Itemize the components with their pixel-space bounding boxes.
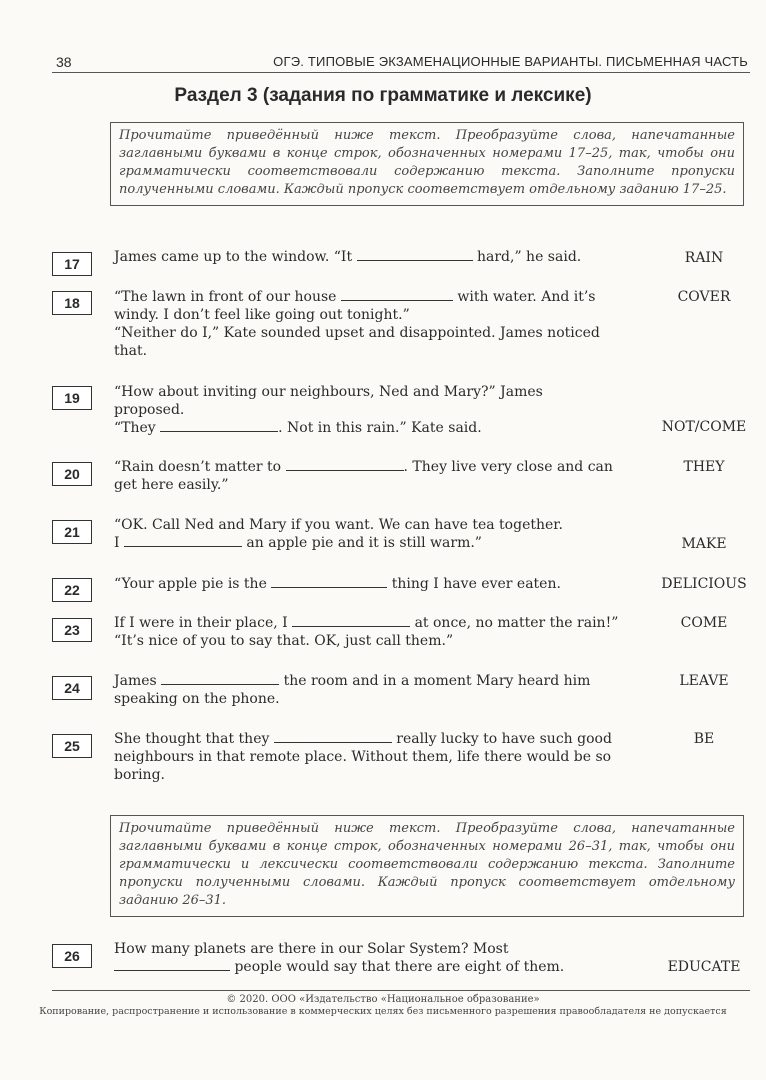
task-text: [114, 672, 614, 708]
task-number: 22: [52, 578, 92, 602]
task-number: 26: [52, 944, 92, 968]
task-text-part: I: [114, 535, 124, 551]
copyright-notice: Копирование, распространение и использование в коммерческих целях без письменного разрешения правообладателя не допускается: [39, 1006, 727, 1017]
answer-blank[interactable]: [124, 534, 242, 547]
task-number: 18: [52, 291, 92, 315]
answer-blank[interactable]: [274, 730, 392, 743]
task-text-part: with water. And it’s: [452, 289, 596, 305]
instruction-box-26-31: Прочитайте приведённый ниже текст. Преобразуйте слова, напечатанные заглавными буквами в конце строк, обозначенных номерами 26–31, так, чтобы они грамматически и лексически соответствовали содержанию текста. Заполните пропуски полученными словами. Каждый пропуск соответствует отдельному заданию 26–31.: [110, 815, 744, 917]
task-number: 25: [52, 734, 92, 758]
task-text-part: really lucky to have such good: [391, 731, 612, 747]
task-text-part: James came up to the window. “It: [114, 249, 357, 265]
task-text-part: “Rain doesn’t matter to: [114, 459, 286, 475]
task-text-line: get here easily.”: [114, 477, 229, 493]
task-text-part: “Your apple pie is the: [114, 576, 272, 592]
task-number: 17: [52, 252, 92, 276]
task-text-part: . Not in this rain.” Kate said.: [278, 420, 482, 436]
task-text-part: thing I have ever eaten.: [387, 576, 561, 592]
task-text-line: proposed.: [114, 402, 185, 418]
answer-blank[interactable]: [286, 458, 404, 471]
task-text-line: speaking on the phone.: [114, 691, 280, 707]
task-text: [114, 575, 614, 593]
task-text: [114, 288, 614, 360]
task-text-line: neighbours in that remote place. Without them, life there would be so: [114, 749, 612, 765]
answer-blank[interactable]: [292, 614, 410, 627]
page-number: 38: [56, 54, 72, 70]
task-text-line: “How about inviting our neighbours, Ned and Mary?” James: [114, 384, 543, 400]
answer-blank[interactable]: [114, 958, 230, 971]
base-word: COVER: [677, 289, 731, 305]
base-word: LEAVE: [679, 673, 729, 689]
section-title: Раздел 3 (задания по грамматике и лексике): [174, 85, 592, 106]
base-word: BE: [693, 731, 715, 747]
task-text-part: an apple pie and it is still warm.”: [241, 535, 482, 551]
base-word: NOT/COME: [661, 419, 747, 435]
base-word: MAKE: [681, 536, 727, 552]
base-word: THEY: [683, 459, 725, 475]
base-word: DELICIOUS: [661, 576, 747, 592]
task-number: 23: [52, 618, 92, 642]
task-text-part: “The lawn in front of our house: [114, 289, 341, 305]
answer-blank[interactable]: [341, 288, 453, 301]
task-text-part: . They live very close and can: [403, 459, 613, 475]
task-text-line: boring.: [114, 767, 165, 783]
answer-blank[interactable]: [160, 419, 278, 432]
task-text-line: windy. I don’t feel like going out tonight.”: [114, 307, 410, 323]
task-text-line: “Neither do I,” Kate sounded upset and disappointed. James noticed: [114, 325, 600, 341]
task-text-part: She thought that they: [114, 731, 274, 747]
answer-blank[interactable]: [161, 672, 279, 685]
task-text: [114, 516, 614, 552]
footer-divider: [52, 990, 750, 991]
task-text-part: James: [114, 673, 162, 689]
task-text-part: If I were in their place, I: [114, 615, 293, 631]
task-text: [114, 730, 614, 784]
answer-blank[interactable]: [271, 575, 387, 588]
task-text-part: at once, no matter the rain!”: [410, 615, 619, 631]
task-text: [114, 614, 619, 650]
task-text-line: “It’s nice of you to say that. OK, just call them.”: [114, 633, 454, 649]
task-text-part: the room and in a moment Mary heard him: [279, 673, 591, 689]
copyright-line: © 2020. ООО «Издательство «Национальное образование»: [226, 994, 540, 1005]
task-text: [114, 458, 614, 494]
base-word: RAIN: [684, 250, 724, 266]
task-text: [114, 940, 614, 976]
task-number: 21: [52, 520, 92, 544]
answer-blank[interactable]: [357, 248, 473, 261]
base-word: EDUCATE: [667, 959, 741, 975]
running-title: ОГЭ. ТИПОВЫЕ ЭКЗАМЕНАЦИОННЫЕ ВАРИАНТЫ. ПИСЬМЕННАЯ ЧАСТЬ: [273, 54, 748, 69]
header-divider: [52, 72, 750, 73]
task-number: 20: [52, 462, 92, 486]
task-text-part: people would say that there are eight of them.: [230, 959, 565, 975]
task-text-line: How many planets are there in our Solar System? Most: [114, 941, 509, 957]
task-number: 24: [52, 676, 92, 700]
base-word: COME: [680, 615, 728, 631]
task-number: 19: [52, 386, 92, 410]
task-text-line: “OK. Call Ned and Mary if you want. We can have tea together.: [114, 517, 563, 533]
task-text-part: “They: [114, 420, 161, 436]
task-text-line: that.: [114, 343, 148, 359]
instruction-box-17-25: Прочитайте приведённый ниже текст. Преобразуйте слова, напечатанные заглавными буквами в конце строк, обозначенных номерами 17–25, так, чтобы они грамматически соответствовали содержанию текста. Заполните пропуски полученными словами. Каждый пропуск соответствует отдельному заданию 17–25.: [110, 122, 744, 206]
task-text: [114, 383, 614, 437]
task-text-part: hard,” he said.: [472, 249, 582, 265]
task-text: [114, 248, 614, 266]
